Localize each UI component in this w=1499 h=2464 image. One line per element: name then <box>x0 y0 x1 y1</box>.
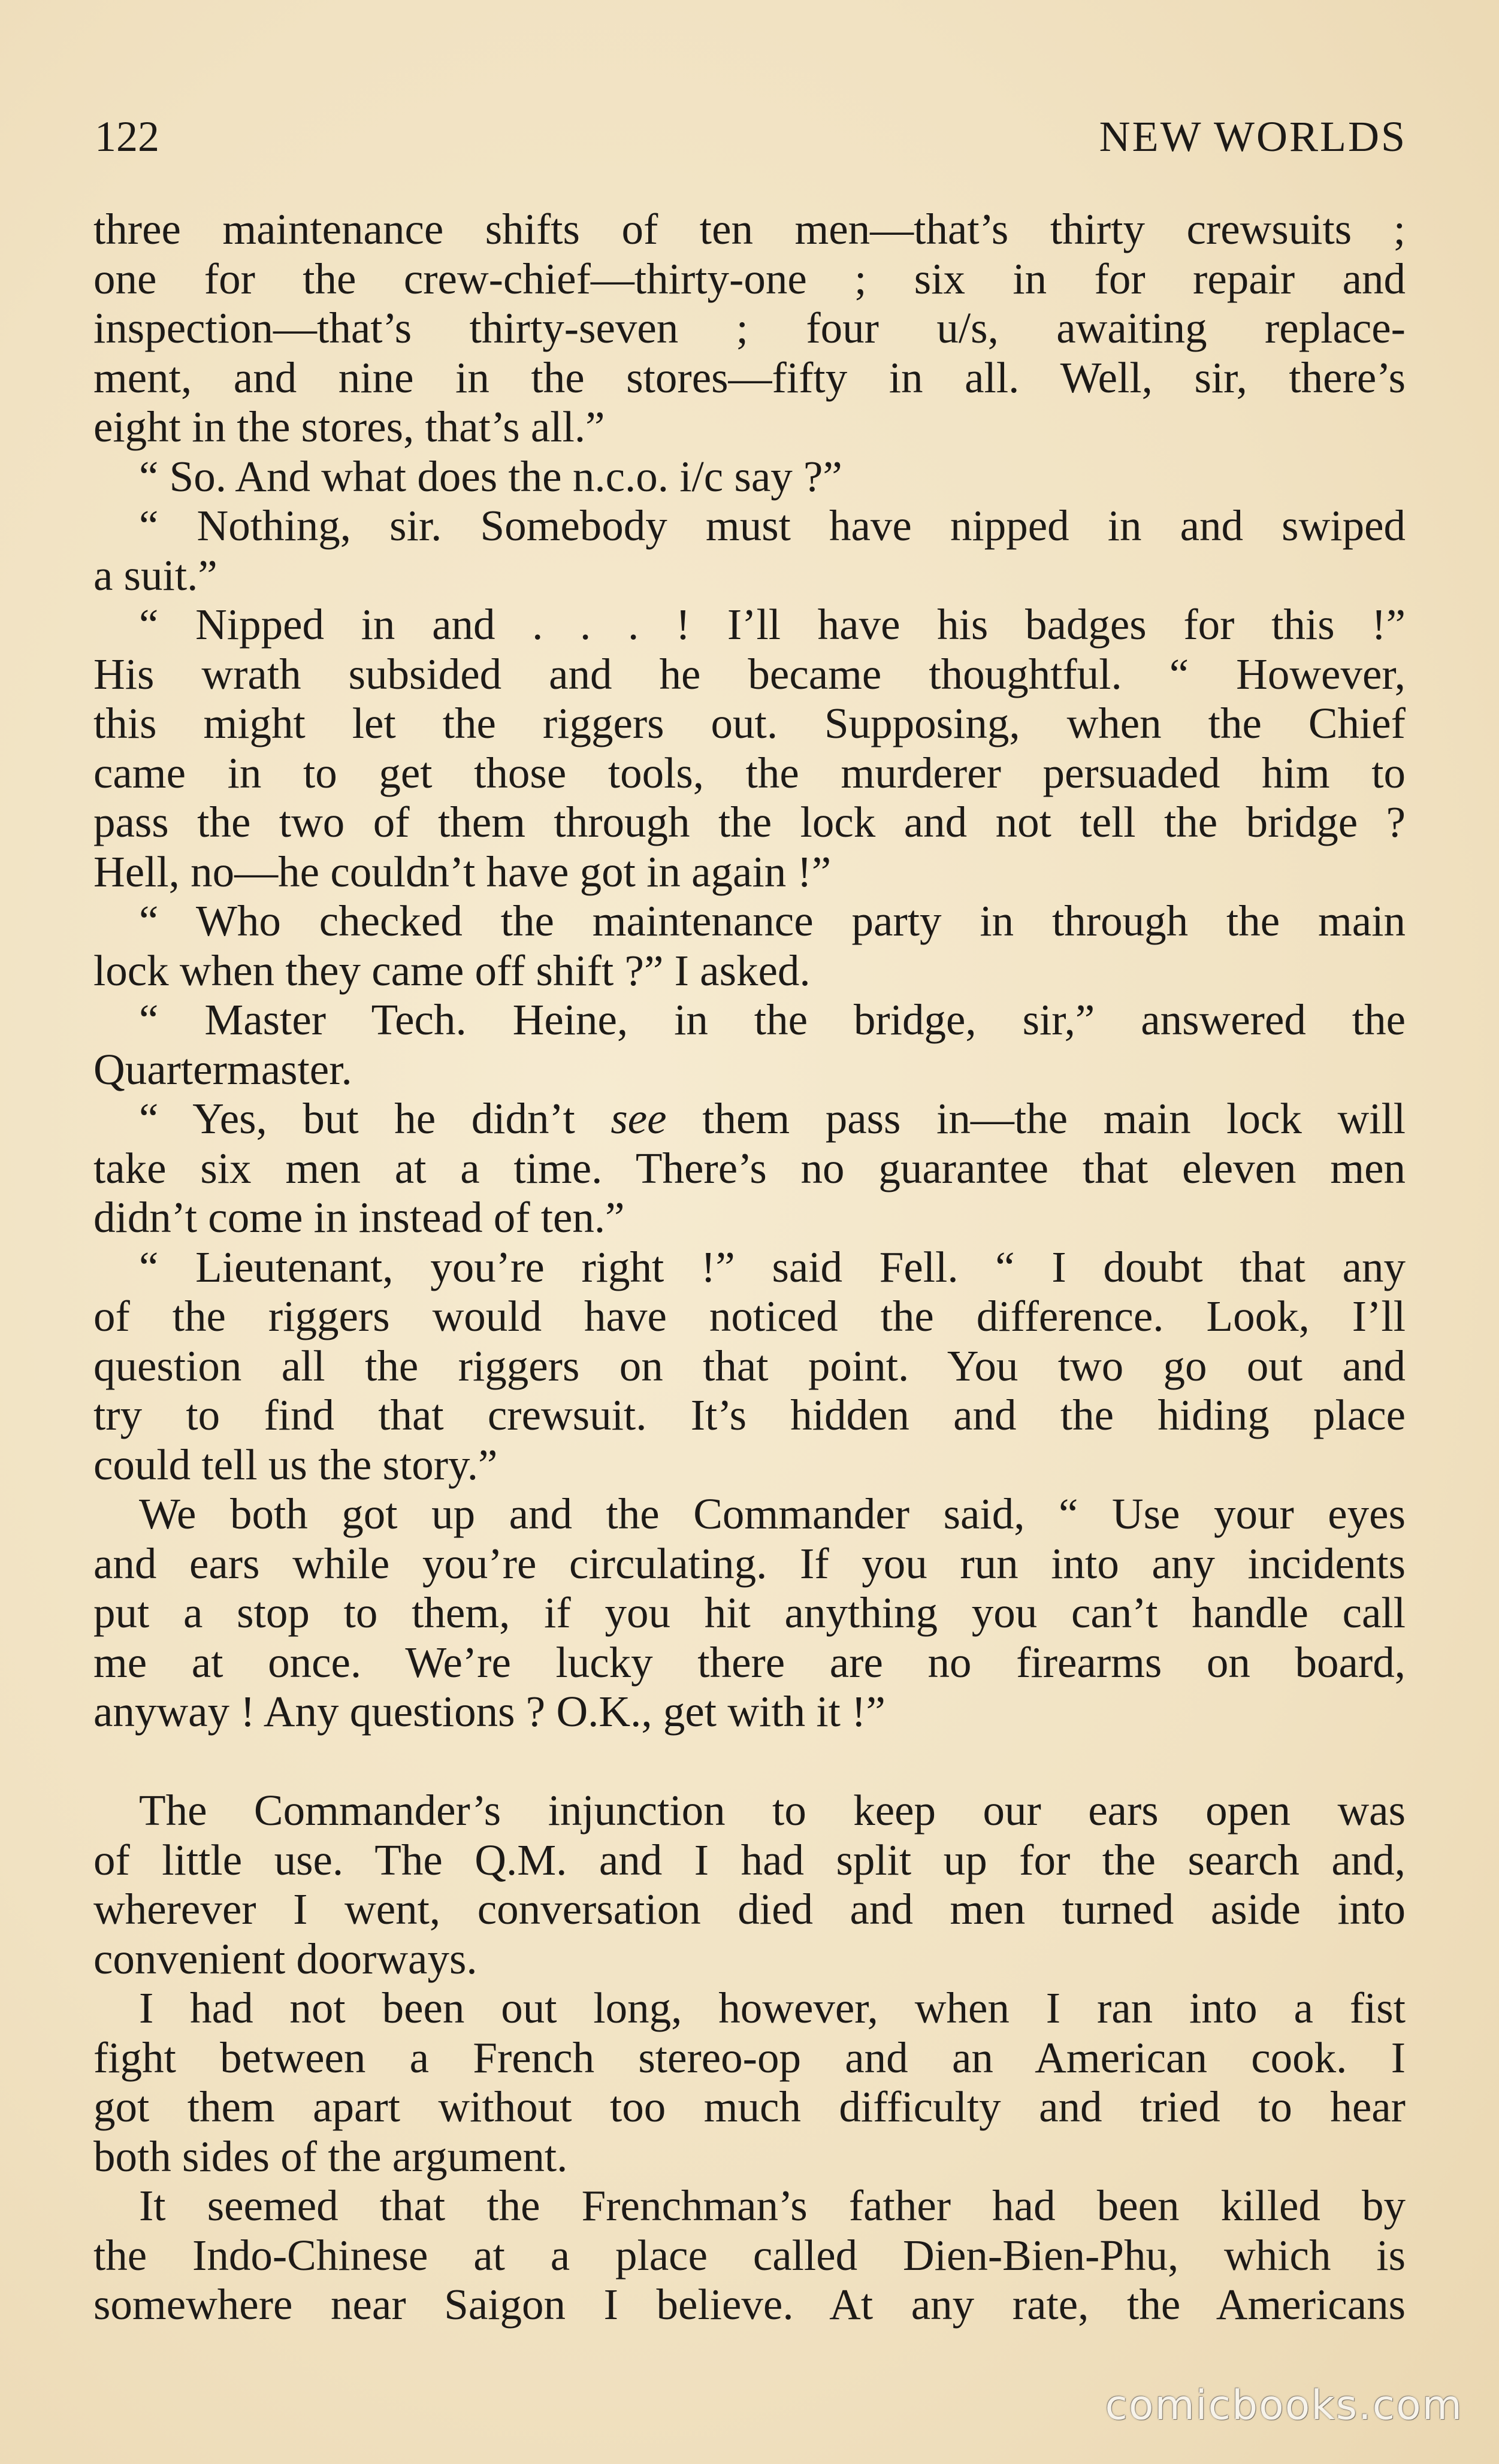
text-line: anyway ! Any questions ? O.K., get with it !” <box>93 1687 886 1736</box>
text-line: and ears while you’re circulating. If you run into any incidents <box>93 1539 1406 1588</box>
italic-word: see <box>611 1094 667 1143</box>
text-line: of the riggers would have noticed the difference. Look, I’ll <box>93 1292 1406 1340</box>
text-line: His wrath subsided and he became thoughtful. “ However, <box>93 649 1406 698</box>
text-line: inspection—that’s thirty-seven ; four u/s, awaiting replace- <box>93 304 1406 352</box>
text-line: eight in the stores, that’s all.” <box>93 402 605 451</box>
text-line: “ Lieutenant, you’re right !” said Fell. “ I doubt that any <box>139 1242 1406 1291</box>
text-line: convenient doorways. <box>93 1934 477 1983</box>
text-line: take six men at a time. There’s no guarantee that eleven men <box>93 1143 1406 1192</box>
text-line: “ Nothing, sir. Somebody must have nipped in and swiped <box>139 501 1406 550</box>
text-line: pass the two of them through the lock and not tell the bridge ? <box>93 798 1406 846</box>
text-line <box>93 1094 1406 1144</box>
page-header <box>95 101 1407 172</box>
text-line: of little use. The Q.M. and I had split up for the search and, <box>93 1835 1406 1884</box>
text-line: lock when they came off shift ?” I asked. <box>93 946 811 995</box>
text-line: somewhere near Saigon I believe. At any rate, the Americans <box>93 2280 1406 2329</box>
section-break <box>93 1737 1406 1787</box>
text-line: didn’t come in instead of ten.” <box>93 1193 625 1242</box>
watermark-text: comicbooks.com <box>1105 2382 1463 2429</box>
text-line: I had not been out long, however, when I ran into a fist <box>139 1984 1406 2032</box>
text-line: Quartermaster. <box>93 1045 352 1094</box>
text-line: We both got up and the Commander said, “ Use your eyes <box>139 1490 1406 1538</box>
text-line: this might let the riggers out. Supposing, when the Chief <box>93 699 1406 747</box>
text-line: It seemed that the Frenchman’s father had been killed by <box>139 2181 1406 2230</box>
body-text <box>93 205 1406 2330</box>
text-line: both sides of the argument. <box>93 2132 568 2181</box>
text-run: “ Yes, but he didn’t <box>139 1094 575 1143</box>
text-line: the Indo-Chinese at a place called Dien-Bien-Phu, which is <box>93 2230 1406 2280</box>
text-line: three maintenance shifts of ten men—that’s thirty crewsuits ; <box>93 205 1406 253</box>
running-title: NEW WORLDS <box>1099 113 1407 161</box>
text-line: a suit.” <box>93 550 217 600</box>
text-line: “ Master Tech. Heine, in the bridge, sir,” answered the <box>139 995 1406 1044</box>
text-line: The Commander’s injunction to keep our ears open was <box>139 1786 1406 1835</box>
text-line: came in to get those tools, the murderer persuaded him to <box>93 748 1406 797</box>
text-line: “ Who checked the maintenance party in through the main <box>139 897 1406 945</box>
text-line: question all the riggers on that point. You two go out and <box>93 1341 1406 1390</box>
text-line: put a stop to them, if you hit anything you can’t handle call <box>93 1588 1406 1637</box>
text-run: them pass in—the main lock will <box>702 1094 1406 1143</box>
page-number: 122 <box>95 113 159 161</box>
text-line: try to find that crewsuit. It’s hidden and the hiding place <box>93 1391 1406 1439</box>
text-line: “ Nipped in and . . . ! I’ll have his badges for this !” <box>139 600 1406 649</box>
text-line: me at once. We’re lucky there are no firearms on board, <box>93 1637 1406 1687</box>
text-line: wherever I went, conversation died and men turned aside into <box>93 1885 1406 1933</box>
text-line: one for the crew-chief—thirty-one ; six in for repair and <box>93 254 1406 303</box>
text-line: “ So. And what does the n.c.o. i/c say ?” <box>139 452 842 501</box>
text-line: could tell us the story.” <box>93 1440 498 1489</box>
text-line: got them apart without too much difficulty and tried to hear <box>93 2082 1406 2131</box>
text-line: Hell, no—he couldn’t have got in again !” <box>93 847 832 896</box>
text-line: fight between a French stereo-op and an American cook. I <box>93 2033 1406 2082</box>
text-line: ment, and nine in the stores—fifty in all. Well, sir, there’s <box>93 353 1406 402</box>
